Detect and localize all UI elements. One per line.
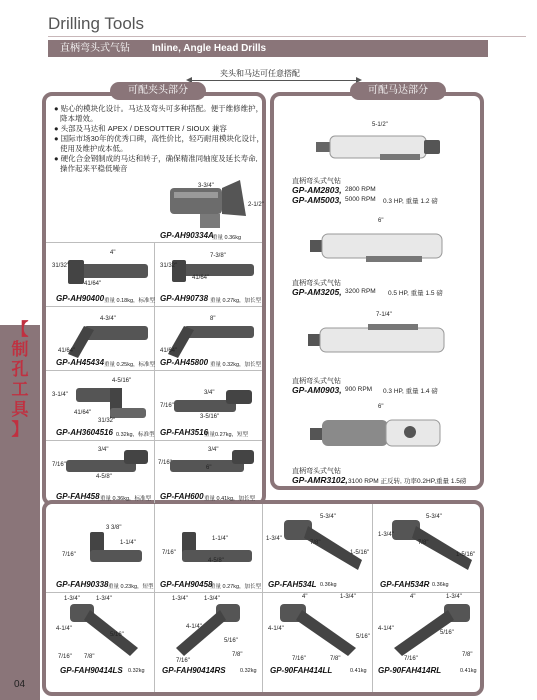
grid-divider: [154, 593, 155, 692]
motor-spec: 0.3 HP, 重量 1.4 磅: [383, 388, 438, 395]
dimension-label: 4-3/4": [100, 316, 116, 322]
head-model: GP-AH90400: [56, 294, 105, 303]
dimension-label: 4-1/4": [186, 624, 202, 630]
dimension-label: 1-1/4": [120, 540, 136, 546]
divider-label: 夹头和马达可任意搭配: [220, 69, 300, 78]
sidebar-char: 具: [11, 400, 29, 419]
dimension-label: 7/16": [404, 656, 418, 662]
head-spec: 重量 0.27kg，加长型: [210, 584, 262, 590]
right-angle-flat-head-drawing: [66, 528, 146, 578]
dimension-label: 7/16": [292, 656, 306, 662]
head-spec: 重量 0.41kg，加长型: [204, 496, 256, 502]
45-degree-head-long-drawing: [160, 318, 256, 362]
head-model: GP-AH90334A: [160, 231, 214, 240]
dimension-label: 1-3/4": [266, 536, 282, 542]
offset-right-head-drawing: [386, 516, 478, 580]
head-model: GP-FAH458: [56, 492, 100, 501]
motor-model: GP-AM5003,: [292, 195, 342, 205]
head-model: GP-AH45800: [160, 358, 209, 367]
head-model: GP-AH90738: [160, 294, 209, 303]
dimension-label: 5/16": [224, 638, 238, 644]
dimension-label: 1-1/4": [212, 536, 228, 542]
dimension-label: 31/32": [52, 263, 70, 269]
page-title: Drilling Tools: [48, 14, 145, 33]
dimension-label: 7/16": [160, 403, 174, 409]
dimension-label: 1-3/4": [96, 596, 112, 602]
head-spec: 重量0.27kg，短型: [204, 432, 249, 438]
motor-dimension: 7-1/4": [376, 312, 392, 318]
sidebar-label: [0, 320, 40, 440]
dimension-label: 4": [302, 594, 308, 600]
dimension-label: 3 3/8": [106, 525, 122, 531]
motor-dimension: 5-1/2": [372, 122, 388, 128]
head-spec: 重量 0.32kg，加长型: [210, 362, 262, 368]
sidebar-char: 孔: [11, 360, 29, 379]
head-spec: 重量 0.27kg，加长型: [210, 298, 262, 304]
dimension-label: 41/64": [58, 348, 76, 354]
grid-divider: [154, 243, 155, 503]
head-spec: 0.32kg: [240, 668, 257, 674]
motor-name: 直柄弯头式气钻: [292, 468, 341, 475]
head-model: GP-FAH600: [160, 492, 204, 501]
dimension-label: 4": [410, 594, 416, 600]
dimension-label: 7/8": [310, 540, 321, 546]
dimension-label: 4-1/4": [56, 626, 72, 632]
dimension-label: 7/16": [58, 654, 72, 660]
dimension-label: 7/16": [176, 658, 190, 664]
inline-motor-drawing: [310, 130, 444, 170]
dimension-label: 1-3/4": [378, 532, 394, 538]
dimension-label: 41/64": [160, 348, 178, 354]
motor-model: GP-AMR3102,: [292, 475, 348, 485]
motor-name: 直柄弯头式气钻: [292, 378, 341, 385]
head-model: GP-FAH90414RS: [162, 666, 226, 675]
offset-flat-head-long-drawing: [276, 600, 368, 662]
dimension-label: 7/8": [418, 540, 429, 546]
dimension-label: 1-3/4": [64, 596, 80, 602]
motor-model: GP-AM0903,: [292, 385, 342, 395]
motor-spec: 0.5 HP, 重量 1.5 磅: [388, 290, 443, 297]
dimension-label: 41/64": [192, 275, 210, 281]
dimension-label: 31/32": [160, 263, 178, 269]
grid-divider: [372, 504, 373, 692]
grid-divider: [262, 504, 263, 692]
motor-spec: 0.3 HP, 重量 1.2 磅: [383, 198, 438, 205]
motor-model: GP-AM3205,: [292, 287, 342, 297]
dimension-label: 5/16": [110, 632, 124, 638]
dimension-label: 2-1/2": [248, 202, 264, 208]
motor-dimension: 6": [378, 218, 384, 224]
dimension-label: 4-5/8": [96, 474, 112, 480]
inline-motor-drawing: [306, 226, 450, 272]
dimension-label: 1-3/4": [340, 594, 356, 600]
sidebar-char: 制: [11, 340, 29, 359]
dimension-label: 7/8": [232, 652, 243, 658]
inline-motor-drawing: [304, 320, 448, 366]
head-spec: 0.32kg: [128, 668, 145, 674]
head-model: GP-FAH534R: [380, 580, 430, 589]
head-spec: 0.36kg: [320, 582, 337, 588]
dimension-label: 1-3/4": [204, 596, 220, 602]
section-motor-label: 可配马达部分: [350, 82, 446, 100]
dimension-label: 4-1/4": [268, 626, 284, 632]
dimension-label: 41/64": [74, 410, 92, 416]
dimension-label: 7/16": [162, 550, 176, 556]
motor-rpm: 5000 RPM: [345, 196, 376, 203]
dimension-label: 3/4": [204, 390, 215, 396]
grid-divider: [46, 592, 480, 593]
dimension-label: 3-5/16": [200, 414, 220, 420]
head-model: GP-90FAH414RL: [378, 666, 442, 675]
dimension-label: 5-3/4": [320, 514, 336, 520]
head-spec: 重量 0.23kg，短型: [108, 584, 154, 590]
head-spec: 重量 0.25kg，标准型: [104, 362, 156, 368]
dimension-label: 7/8": [84, 654, 95, 660]
dimension-label: 7/16": [52, 462, 66, 468]
sidebar-char: 【: [11, 320, 29, 339]
dimension-label: 7/16": [62, 552, 76, 558]
dimension-label: 1-3/4": [172, 596, 188, 602]
head-spec: 重量 0.36kg，标准型: [100, 496, 152, 502]
motor-rpm: 3200 RPM: [345, 288, 376, 295]
dimension-label: 41/64": [84, 281, 102, 287]
feature-list: [54, 104, 264, 174]
dimension-label: 3/4": [98, 447, 109, 453]
dimension-label: 7/8": [462, 652, 473, 658]
head-spec: 0.32kg，标准型: [116, 432, 155, 438]
dimension-label: 31/32": [98, 418, 116, 424]
head-model: GP-FAH90338: [56, 580, 109, 589]
motor-model: GP-AM2803,: [292, 185, 342, 195]
dimension-label: 4-5/8": [208, 558, 224, 564]
dimension-label: 5-3/4": [426, 514, 442, 520]
head-spec: 重量 0.18kg，标准型: [104, 298, 156, 304]
head-spec: 重量 0.36kg: [212, 235, 242, 241]
sidebar-char: 】: [11, 420, 29, 439]
motor-rpm: 2800 RPM: [345, 186, 376, 193]
section-chuck-label: 可配夹头部分: [110, 82, 206, 100]
motor-name: 直柄弯头式气钻: [292, 178, 341, 185]
dimension-label: 4": [110, 250, 116, 256]
dimension-label: 3-1/4": [52, 392, 68, 398]
grid-divider: [154, 504, 155, 592]
dimension-label: 1-5/16": [350, 550, 370, 556]
head-model: GP-90FAH414LL: [270, 666, 333, 675]
subtitle-cn: 直柄弯头式气钻: [60, 43, 130, 54]
dimension-label: 6": [206, 465, 212, 471]
head-spec: 0.41kg: [350, 668, 367, 674]
head-model: GP-FAH90458: [160, 580, 213, 589]
dimension-label: 3/4": [208, 447, 219, 453]
dimension-label: 5/16": [356, 634, 370, 640]
dimension-label: 8": [210, 316, 216, 322]
feature-item: ● 硬化合金钢制成的马达和转子，确保精准同轴度及延长寿命,操作起来平稳低噪音: [54, 154, 258, 173]
dimension-label: 4-5/16": [112, 378, 132, 384]
offset-flat-head-short-drawing: [66, 600, 150, 662]
sidebar-char: 工: [11, 380, 29, 399]
dimension-label: 7/8": [330, 656, 341, 662]
dimension-label: 1-3/4": [446, 594, 462, 600]
head-spec: 0.41kg: [460, 668, 477, 674]
45-degree-head-drawing: [58, 318, 152, 362]
feature-item: ● 贴心的模块化设计。马达及弯头可多种搭配。便于维修维护，降本增效。: [54, 104, 264, 123]
dimension-label: 3-3/4": [198, 183, 214, 189]
feature-item: ● 头部及马达和 APEX / DESOUTTER / SIOUX 兼容: [54, 124, 227, 133]
motor-dimension: 6": [378, 404, 384, 410]
subtitle-en: Inline, Angle Head Drills: [152, 43, 267, 54]
right-angle-head-drawing: [60, 254, 152, 294]
head-model: GP-AH45434: [56, 358, 105, 367]
motor-rpm: 900 RPM: [345, 386, 373, 393]
head-model: GP-FAH3516: [160, 428, 209, 437]
motor-name: 直柄弯头式气钻: [292, 280, 341, 287]
offset-left-head-drawing: [278, 516, 368, 580]
dimension-label: 5/16": [440, 630, 454, 636]
head-model: GP-AH3604516: [56, 428, 113, 437]
head-spec: 0.36kg: [432, 582, 449, 588]
title-rule: [48, 36, 526, 37]
feature-item: ● 国际市场30年的优秀口碑，高性价比，轻巧耐用模块化设计，使用及维护成本低。: [54, 134, 264, 153]
motor-spec: 功率0.2HP,重量 1.5磅: [404, 478, 467, 485]
dimension-label: 7/16": [158, 460, 172, 466]
head-model: GP-FAH90414LS: [60, 666, 123, 675]
dimension-label: 4-1/4": [378, 626, 394, 632]
head-model: GP-FAH534L: [268, 580, 317, 589]
subtitle-bar: [48, 40, 488, 57]
reversible-motor-drawing: [306, 412, 446, 462]
divider-arrow-line: [190, 80, 360, 81]
dimension-label: 1-5/16": [456, 552, 476, 558]
motor-rpm: 3100 RPM 正反转,: [348, 478, 402, 485]
right-angle-head-long-drawing: [166, 256, 258, 290]
page-number: 04: [14, 679, 26, 690]
dimension-label: 7-3/8": [210, 253, 226, 259]
